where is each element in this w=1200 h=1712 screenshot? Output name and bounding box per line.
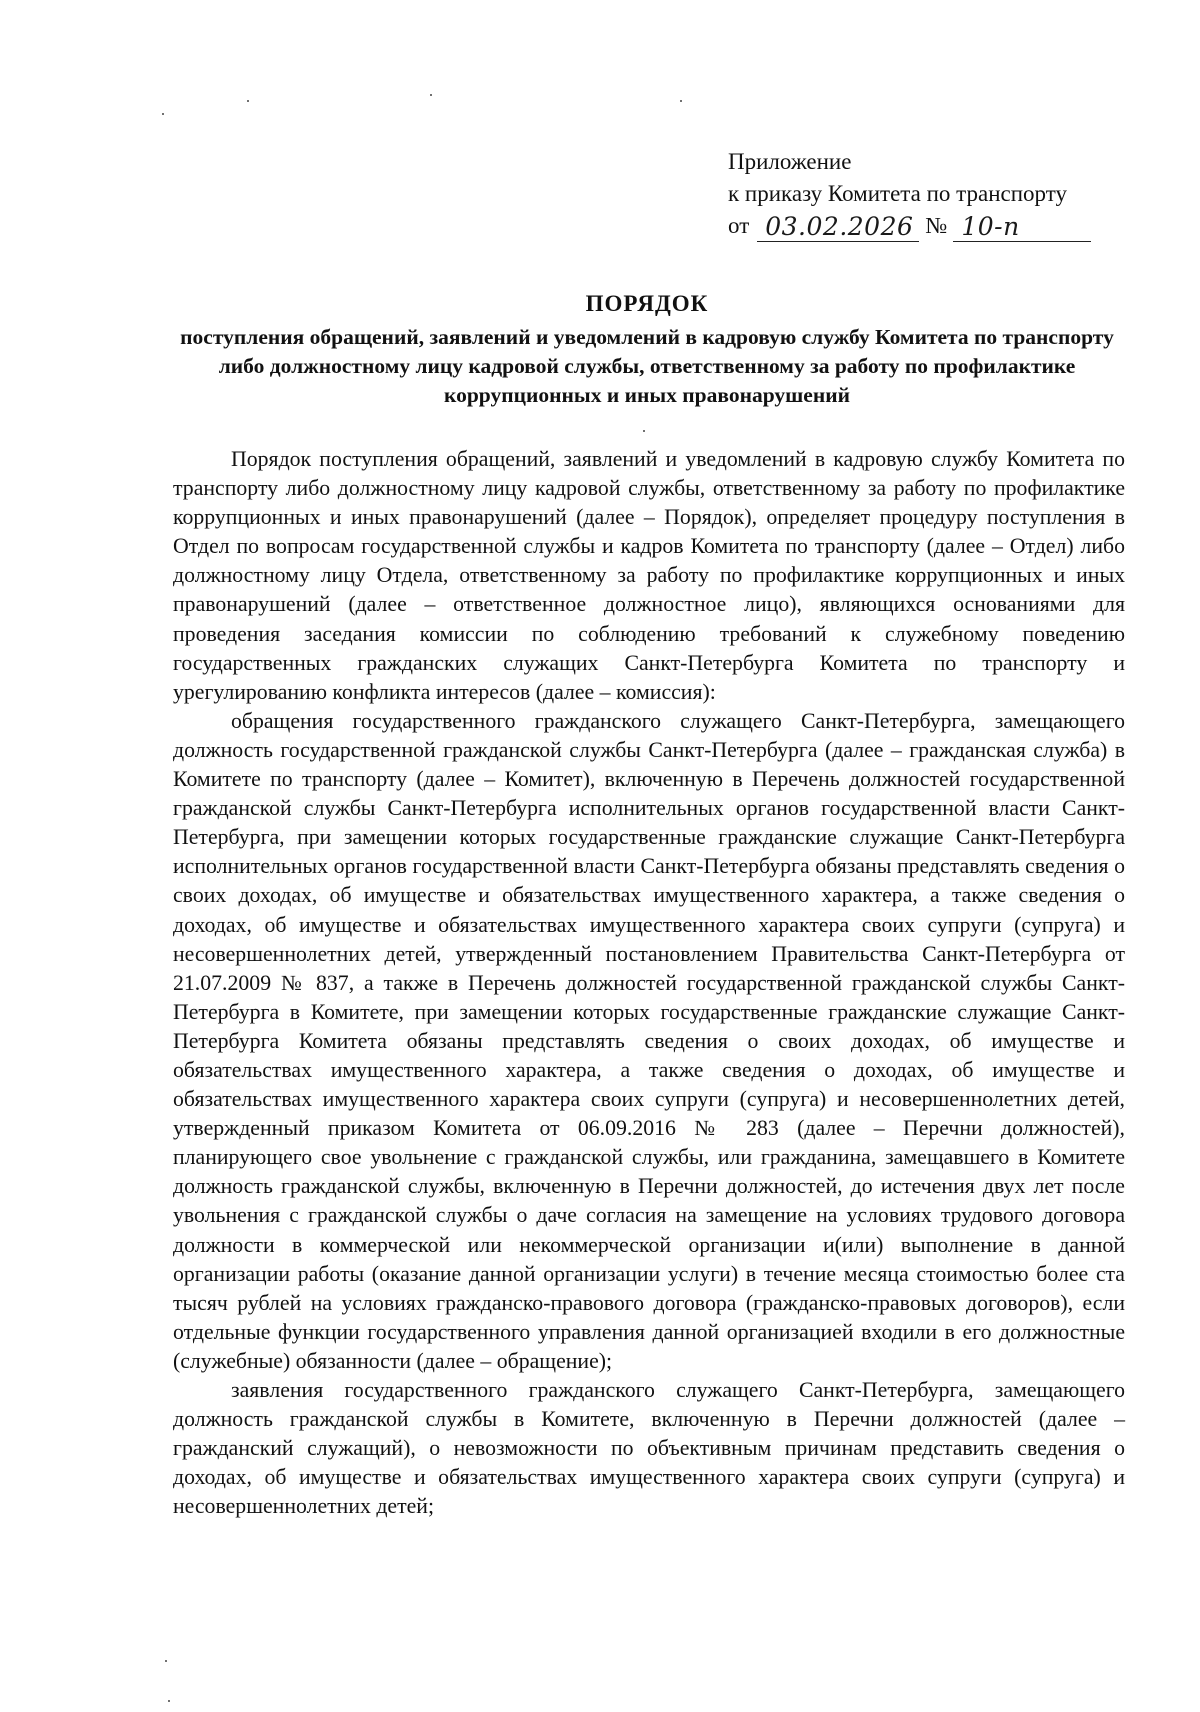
handwritten-date: 03.02.2026 [757,213,919,242]
document-body [173,445,1125,1521]
document-subtitle: поступления обращений, заявлений и уведомлений в кадровую службу Комитета по транспорту либо должностному лицу кадровой службы, ответственному за работу по профилактике коррупционных и иных правонарушений [180,325,1114,407]
body-paragraph-statements: заявления государственного гражданского служащего Санкт-Петербурга, замещающего должность гражданской службы в Комитете, включенную в Перечни должностей (далее – гражданский служащий), о невозможности по объективным причинам представить сведения о доходах, об имуществе и обязательствах имущественного характера своих супруги (супруга) и несовершеннолетних детей; [173,1378,1125,1519]
order-date-number-line [728,210,1148,242]
appendix-order-reference: к приказу Комитета по транспорту [728,181,1067,206]
scan-speck [430,94,432,96]
handwritten-order-number: 10-п [953,213,1091,242]
scan-speck [643,430,645,432]
appendix-title: Приложение [728,149,852,174]
scan-speck [162,113,164,115]
scan-speck [165,1660,167,1662]
appendix-header [728,146,1148,242]
body-paragraph-appeals: обращения государственного гражданского служащего Санкт-Петербурга, замещающего должность государственной гражданской службы Санкт-Петербурга (далее – гражданская служба) в Комитете по транспорту (далее – Комитет), включенную в Перечень должностей государственной гражданской службы Санкт-Петербурга исполнительных органов государственной власти Санкт-Петербурга, при замещении которых государственные гражданские служащие Санкт-Петербурга исполнительных органов государственной власти Санкт-Петербурга обязаны представлять сведения о своих доходах, об имуществе и обязательствах имущественного характера, а также сведения о доходах, об имуществе и обязательствах имущественного характера своих супруги (супруга) и несовершеннолетних детей, утвержденный постановлением Правительства Санкт-Петербурга от 21.07.2009 № 837, а также в Перечень должностей государственной гражданской службы Санкт-Петербурга в Комитете, при замещении которых государственные гражданские служащие Санкт-Петербурга Комитета обязаны представлять сведения о своих доходах, об имуществе и обязательствах имущественного характера, а также сведения о доходах, об имуществе и обязательствах имущественного характера своих супруги (супруга) и несовершеннолетних детей, утвержденный приказом Комитета от 06.09.2016 № 283 (далее – Перечни должностей), планирующего свое увольнение с гражданской службы, или гражданина, замещавшего в Комитете должность гражданской службы, включенную в Перечни должностей, до истечения двух лет после увольнения с гражданской службы о даче согласия на замещение на условиях трудового договора должности в коммерческой или некоммерческой организации и(или) выполнение в данной организации работы (оказание данной организации услуги) в течение месяца стоимостью более ста тысяч рублей на условиях гражданско-правового договора (гражданско-правовых договоров), если отдельные функции государственного управления данной организацией входили в его должностные (служебные) обязанности (далее – обращение); [173,708,1125,1373]
number-sign: № [925,213,948,238]
scan-speck [168,1700,170,1702]
body-paragraph-intro: Порядок поступления обращений, заявлений и уведомлений в кадровую службу Комитета по транспорту либо должностному лицу кадровой службы, ответственному за работу по профилактике коррупционных и иных правонарушений (далее – Порядок), определяет процедуру поступления в Отдел по вопросам государственной службы и кадров Комитета по транспорту (далее – Отдел) либо должностному лицу Отдела, ответственному за работу по профилактике коррупционных и иных правонарушений (далее – ответственное должностное лицо), являющихся основаниями для проведения заседания комиссии по соблюдению требований к служебному поведению государственных гражданских служащих Санкт-Петербурга Комитета по транспорту и урегулированию конфликта интересов (далее – комиссия): [173,447,1125,704]
scan-speck [247,100,249,102]
date-prefix: от [728,213,750,238]
scan-speck [680,100,682,102]
document-title: ПОРЯДОК [585,291,709,316]
